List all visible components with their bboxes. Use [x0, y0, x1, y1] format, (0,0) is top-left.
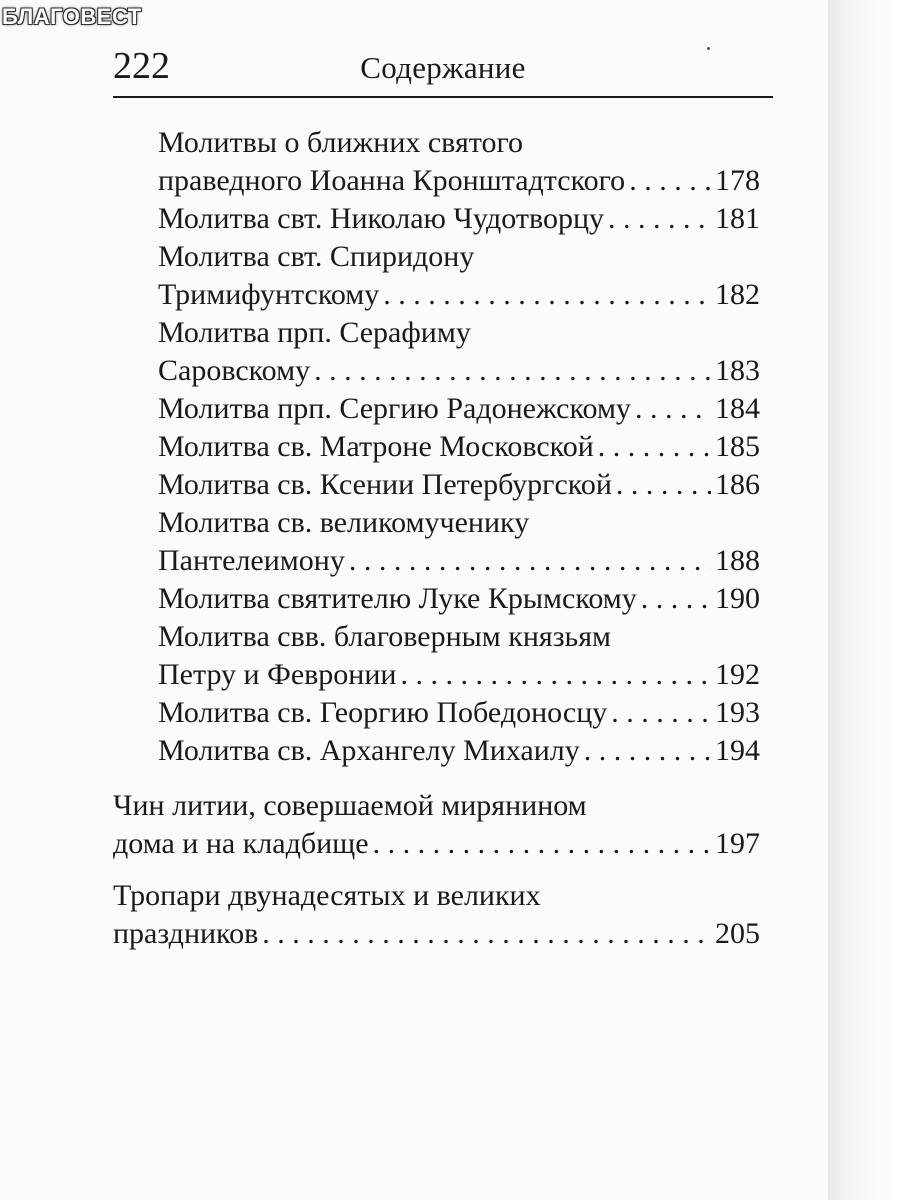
toc-entry — [158, 466, 760, 504]
toc-entry-page: 178 — [715, 164, 760, 197]
header-rule — [113, 96, 773, 98]
table-of-contents — [0, 124, 828, 953]
page-title: Содержание — [360, 50, 526, 85]
toc-entry-row — [158, 428, 760, 466]
dot-leader — [383, 276, 711, 314]
toc-entry-title: праздников — [113, 917, 259, 950]
toc-entry-title-line: Молитва прп. Серафиму — [158, 316, 471, 349]
dot-leader — [373, 825, 711, 863]
toc-entry-row — [158, 466, 760, 504]
toc-entry-page: 192 — [715, 658, 760, 691]
toc-entry-row — [158, 352, 760, 390]
toc-entry — [158, 238, 760, 314]
toc-entry-page: 188 — [715, 544, 760, 577]
toc-entry — [158, 124, 760, 200]
toc-entry-title: Молитва св. Матроне Московской — [158, 430, 594, 463]
toc-entry-title-line: Молитва св. великомученику — [158, 506, 530, 539]
dot-leader — [262, 915, 711, 953]
toc-entry — [158, 694, 760, 732]
toc-entry-row — [158, 694, 760, 732]
toc-entry — [158, 428, 760, 466]
dot-leader — [584, 732, 711, 770]
toc-entry-page: 194 — [715, 734, 760, 767]
toc-entry-page: 186 — [715, 468, 760, 501]
toc-entry-title: праведного Иоанна Кронштадтского — [158, 164, 626, 197]
toc-entry-title-line: Молитвы о ближних святого — [158, 126, 524, 159]
page-header — [113, 42, 773, 98]
toc-entry-row — [158, 390, 760, 428]
toc-entry — [158, 618, 760, 694]
toc-entry — [158, 200, 760, 238]
dot-leader — [608, 200, 711, 238]
toc-entry-page: 205 — [715, 917, 760, 950]
toc-entry-row — [158, 162, 760, 200]
toc-entry-title: Молитва св. Георгию Победоносцу — [158, 696, 608, 729]
toc-entry-title: Тримифунтскому — [158, 278, 380, 311]
dot-leader — [349, 542, 711, 580]
toc-entry-title-line: Молитва свв. благоверным князьям — [158, 620, 612, 653]
watermark-logo: БЛАГОВЕСТ — [2, 4, 142, 29]
dot-leader — [314, 352, 711, 390]
toc-entry-title-line: Чин литии, совершаемой мирянином — [113, 789, 587, 822]
dot-leader — [611, 694, 711, 732]
toc-entry-title: Молитва святителю Луке Крымскому — [158, 582, 637, 615]
page-edge-shadow — [828, 0, 900, 1200]
toc-entry-page: 183 — [715, 354, 760, 387]
toc-entry-page: 184 — [715, 392, 760, 425]
toc-entry-title: Молитва св. Ксении Петербургской — [158, 468, 612, 501]
toc-section-entry — [113, 877, 760, 953]
toc-entry-page: 181 — [715, 202, 760, 235]
toc-entry-title: дома и на кладбище — [113, 827, 369, 860]
toc-entry-title: Молитва прп. Сергию Радонежскому — [158, 392, 631, 425]
toc-entry-title: Молитва свт. Николаю Чудотворцу — [158, 202, 605, 235]
toc-section-entry — [113, 787, 760, 863]
toc-entry-title-line: Молитва свт. Спиридону — [158, 240, 475, 273]
toc-entry-row — [158, 656, 760, 694]
toc-entry-title-line: Тропари двунадесятых и великих — [113, 879, 541, 912]
toc-entry-page: 197 — [715, 827, 760, 860]
toc-entry-page: 190 — [715, 582, 760, 615]
toc-entry-title: Молитва св. Архангелу Михаилу — [158, 734, 580, 767]
toc-entry-title: Саровскому — [158, 354, 311, 387]
toc-entry-row — [158, 276, 760, 314]
toc-entry-row — [113, 825, 760, 863]
toc-entry-title: Пантелеимону — [158, 544, 345, 577]
toc-entry-page: 185 — [715, 430, 760, 463]
toc-entry — [158, 580, 760, 618]
dot-leader — [598, 428, 711, 466]
dot-leader — [641, 580, 711, 618]
toc-entry-page: 193 — [715, 696, 760, 729]
dot-leader — [400, 656, 711, 694]
toc-entry-row — [158, 732, 760, 770]
toc-entry-title: Петру и Февронии — [158, 658, 397, 691]
toc-entry-row — [158, 542, 760, 580]
dot-leader — [629, 162, 711, 200]
toc-entry-row — [158, 200, 760, 238]
toc-entry-page: 182 — [715, 278, 760, 311]
toc-entry — [158, 390, 760, 428]
toc-entry — [158, 732, 760, 770]
dot-leader — [635, 390, 711, 428]
print-speck — [707, 47, 710, 50]
toc-entry-row — [158, 580, 760, 618]
dot-leader — [616, 466, 711, 504]
toc-entry — [158, 504, 760, 580]
page-number: 222 — [113, 45, 170, 87]
toc-entry-row — [113, 915, 760, 953]
toc-entry — [158, 314, 760, 390]
